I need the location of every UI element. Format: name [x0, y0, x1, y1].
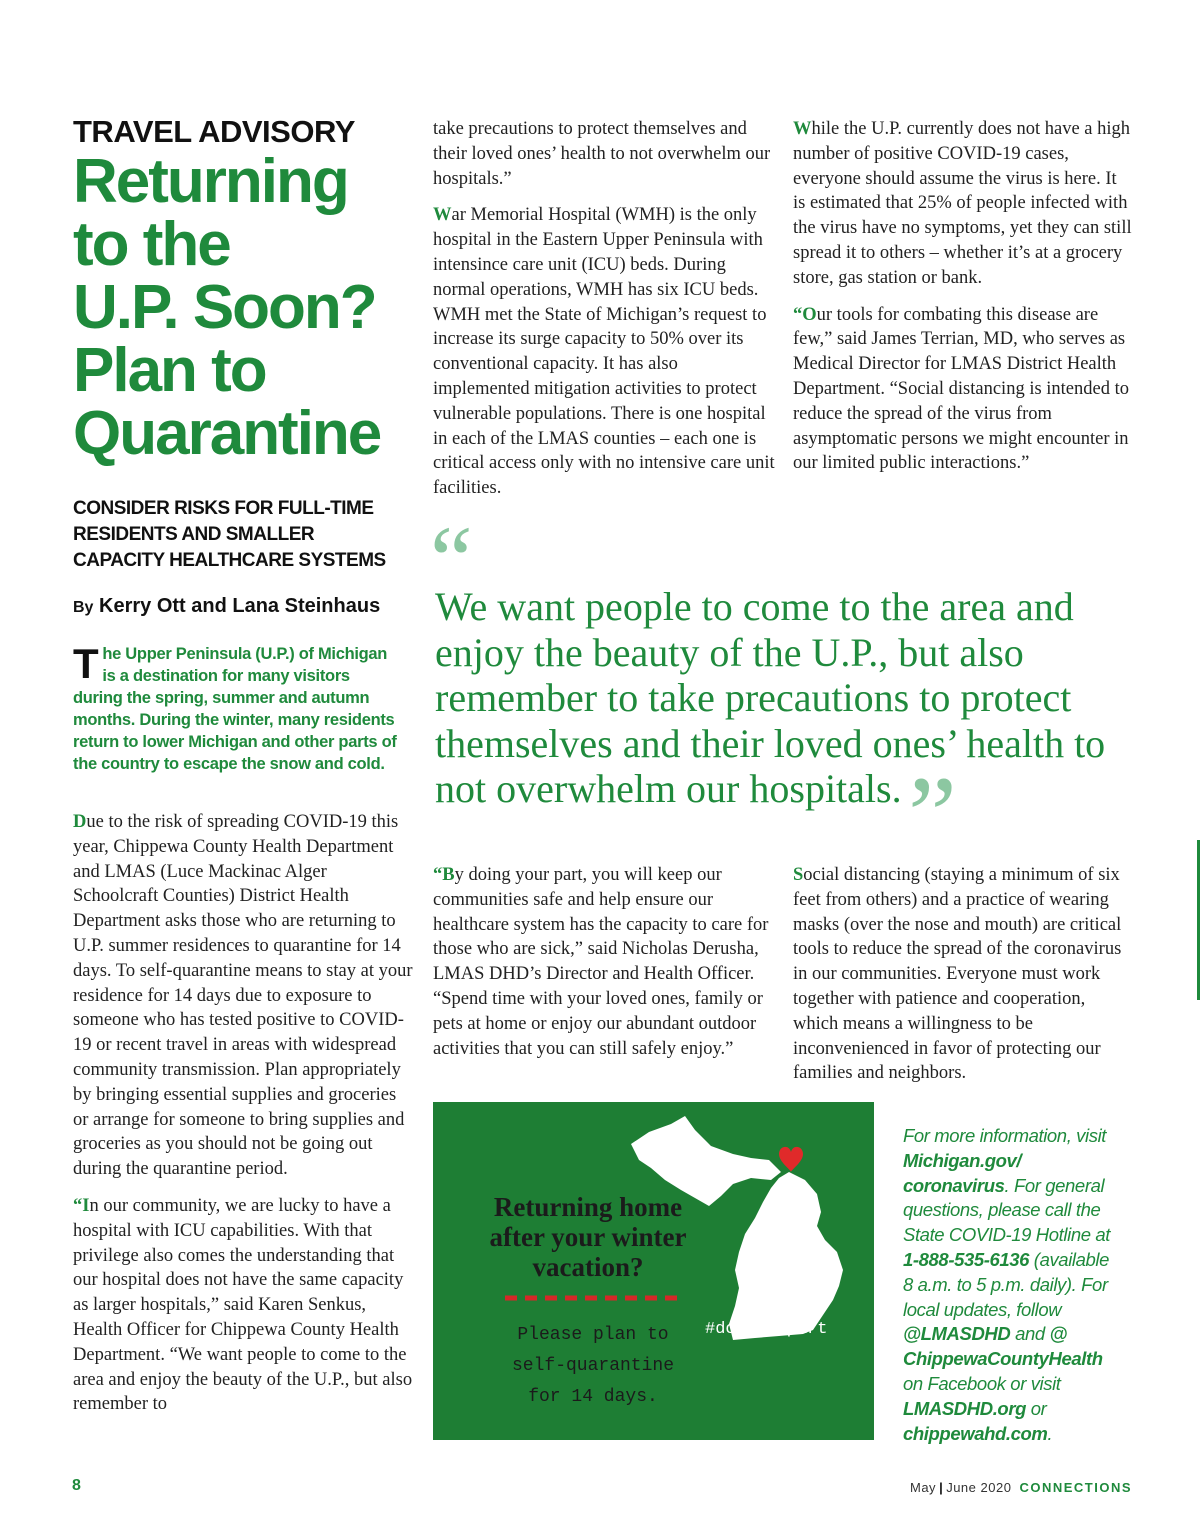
headline-line: Returning — [73, 147, 348, 216]
body-column-2-top — [433, 117, 778, 513]
subhead: CONSIDER RISKS FOR FULL-TIME RESIDENTS AND SMALLER CAPACITY HEALTHCARE SYSTEMS — [73, 498, 386, 571]
paragraph-lead-letter: W — [793, 119, 812, 139]
chippewahd-site-link[interactable]: chippewahd.com — [903, 1422, 1048, 1444]
paragraph-text: ur tools for combating this disease are few,” said James Terrian, MD, who serves as Medical Director for LMAS District Health Department. “Social distancing is intended to reduce the spread of the virus from asymptomatic persons we might encounter in our limited public interactions.” — [793, 304, 1129, 474]
body-column-3-top — [793, 117, 1133, 488]
graphic-subtitle: Please plan to self-quarantine for 14 days. — [511, 1325, 675, 1407]
lmasdhd-handle[interactable]: @LMASDHD — [903, 1323, 1011, 1345]
sidebar-text: . — [1047, 1422, 1053, 1444]
close-quote-mark: ” — [908, 754, 957, 876]
michigan-gov-link[interactable]: Michigan.gov/ coronavirus — [903, 1149, 1022, 1196]
open-quote-mark: “ — [430, 506, 473, 613]
paragraph — [793, 303, 1133, 477]
paragraph-text: ar Memorial Hospital (WMH) is the only hospital in the Eastern Upper Peninsula with intensince care unit (ICU) beds. During normal operations, WMH has six ICU beds. WMH met the State of Michigan’s request to increase its surge capacity to 50% over its conventional capacity. It has also implemented mitigation activities to protect vulnerable populations. There is one hospital in each of the LMAS counties – each one is critical access only with no intensive care unit facilities. — [433, 205, 775, 499]
sidebar-text: For more information, visit — [903, 1125, 1107, 1146]
byline-authors: Kerry Ott and Lana Steinhaus — [99, 595, 381, 617]
paragraph — [433, 203, 778, 501]
page-number: 8 — [72, 1477, 81, 1494]
paragraph — [433, 117, 778, 191]
paragraph-lead-letter: W — [433, 205, 452, 226]
section-kicker: TRAVEL ADVISORY — [73, 114, 355, 149]
magazine-name: CONNECTIONS — [1019, 1480, 1132, 1495]
paragraph — [73, 1194, 413, 1417]
pull-quote: We want people to come to the area and enjoy the beauty of the U.P., but also remember to take precautions to protect themselves and their loved ones’ health to not overwhelm our hospitals. — [435, 584, 1106, 811]
issue-date: June 2020 — [946, 1480, 1012, 1495]
body-column-3-bottom — [793, 863, 1133, 1098]
paragraph-text: hile the U.P. currently does not have a high number of positive COVID-19 cases, everyone should assume the virus is here. It is estimated that 25% of people infected with the virus have no symptoms, yet they can still spread it to others – whether it’s at a grocery store, gas station or bank. — [793, 119, 1132, 288]
lmasdhd-site-link[interactable]: LMASDHD.org — [903, 1397, 1027, 1419]
byline — [73, 595, 403, 619]
paragraph-text: n our community, we are lucky to have a hospital with ICU capabilities. With that privilege also comes the understanding that our hospital does not have the same capacity as larger hospitals,” said Karen Senkus, Health Officer for Chippewa County Health Department. “We want people to come to the area and enjoy the beauty of the U.P., but also remember to — [73, 1195, 413, 1415]
graphic-title: Returning home after your winter vacation? — [489, 1192, 687, 1282]
paragraph-lead-letter: “B — [433, 865, 455, 885]
headline-line: U.P. Soon? — [73, 273, 376, 342]
body-column-2-bottom — [433, 863, 778, 1073]
quarantine-graphic — [433, 1102, 874, 1440]
footer-divider: | — [939, 1480, 944, 1495]
drop-cap: T — [73, 640, 99, 687]
headline — [73, 147, 418, 468]
paragraph — [433, 863, 778, 1061]
paragraph — [793, 863, 1133, 1086]
issue-footer — [910, 1480, 1132, 1495]
paragraph — [793, 117, 1133, 291]
paragraph — [73, 810, 413, 1182]
hotline-phone[interactable]: 1-888-535-6136 — [903, 1248, 1030, 1270]
more-info-sidebar — [903, 1124, 1123, 1446]
lede-text: he Upper Peninsula (U.P.) of Michigan is a destination for many visitors during the spring, summer and autumn months. During the winter, many residents return to lower Michigan and other parts of the country to escape the snow and cold. — [73, 645, 397, 773]
paragraph-lead-letter: “O — [793, 304, 817, 325]
body-column-1 — [73, 810, 413, 1429]
paragraph-lead-letter: S — [793, 865, 804, 885]
graphic-hashtag: #doingMIpart — [705, 1320, 828, 1339]
sidebar-text: on Facebook or visit — [903, 1372, 1061, 1394]
sidebar-text: (available 8 a.m. to 5 p.m. daily). For local updates, follow — [903, 1248, 1109, 1320]
chippewa-handle[interactable]: @ ChippewaCountyHealth — [903, 1323, 1103, 1370]
byline-prefix: By — [73, 599, 94, 616]
paragraph-lead-letter: D — [73, 812, 87, 832]
lede-paragraph — [73, 640, 403, 775]
headline-line: Quarantine — [73, 399, 381, 468]
paragraph-text: ue to the risk of spreading COVID-19 this year, Chippewa County Health Department and LMAS (Luce Mackinac Alger Schoolcraft Counties) District Health Department asks those who are returning to U.P. summer residences to quarantine for 14 days. To self-quarantine means to stay at your residence for 14 days due to exposure to someone who has tested positive to COVID-19 or recent travel in areas with widespread community transmission. Plan appropriately by bringing essential supplies and groceries or arrange for someone to bring supplies and groceries as you should not be going out during the quarantine period. — [73, 812, 413, 1180]
paragraph-lead-letter: “I — [73, 1195, 90, 1216]
sidebar-text: or — [1026, 1397, 1047, 1419]
paragraph-text: take precautions to protect themselves and their loved ones’ health to not overwhelm our hospitals.” — [433, 119, 771, 189]
paragraph-text: y doing your part, you will keep our communities safe and help ensure our healthcare system has the capacity to care for those who are sick,” said Nicholas Derusha, LMAS DHD’s Director and Health Officer. “Spend time with your loved ones, family or pets at home or enjoy our abundant outdoor activities that you can still safely enjoy.” — [433, 865, 769, 1059]
sidebar-text: . For general questions, please call the State COVID-19 Hotline at — [903, 1174, 1110, 1246]
paragraph-text: ocial distancing (staying a minimum of six feet from others) and a practice of wearing masks (over the nose and mouth) are critical tools to reduce the spread of the coronavirus in our communities. Everyone must work together with patience and cooperation, which means a willingness to be inconvenienced in favor of protecting our families and neighbors. — [793, 865, 1122, 1084]
headline-line: Plan to — [73, 336, 266, 405]
headline-line: to the — [73, 210, 230, 279]
sidebar-text: and — [1010, 1323, 1050, 1345]
dashed-divider — [505, 1295, 680, 1301]
issue-month: May — [910, 1480, 937, 1495]
